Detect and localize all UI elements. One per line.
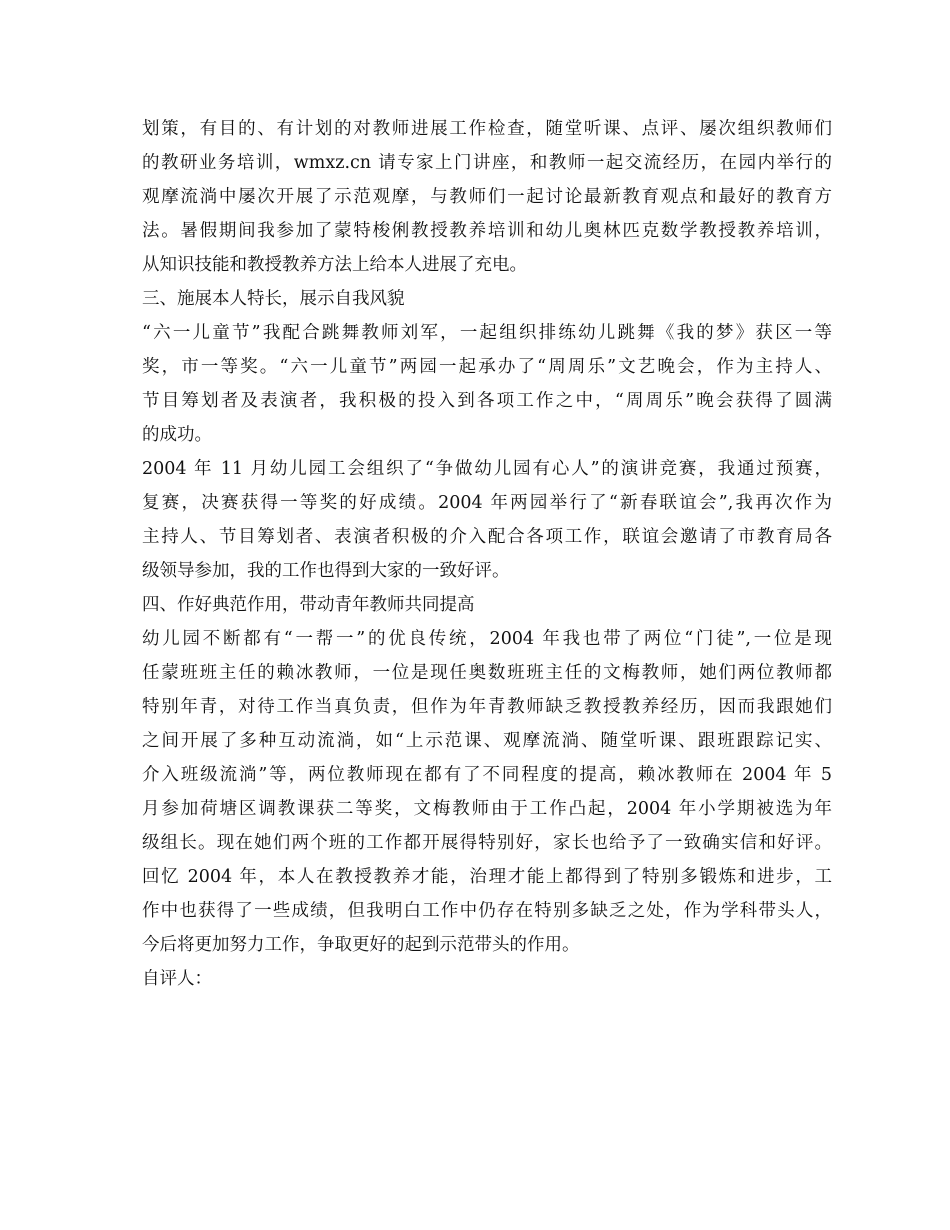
text-line: 节目筹划者及表演者，我积极的投入到各项工作之中，“周周乐”晚会获得了圆满 [142, 391, 832, 411]
text-line: 回忆 2004 年，本人在教授教养才能，治理才能上都得到了特别多锻炼和进步，工 [142, 867, 832, 887]
text-line: 复赛，决赛获得一等奖的好成绩。2004 年两园举行了“新春联谊会”,我再次作为 [142, 493, 832, 513]
text-line: 划策，有目的、有计划的对教师进展工作检查，随堂听课、点评、屡次组织教师们 [142, 119, 832, 139]
text-line: 月参加荷塘区调教课获二等奖，文梅教师由于工作凸起，2004 年小学期被选为年 [142, 799, 832, 819]
text-line: 特别年青，对待工作当真负责，但作为年青教师缺乏教授教养经历，因而我跟她们 [142, 697, 832, 717]
text-line: 主持人、节目筹划者、表演者积极的介入配合各项工作，联谊会邀请了市教育局各 [142, 527, 832, 547]
text-line: 幼儿园不断都有“一帮一”的优良传统，2004 年我也带了两位“门徒”,一位是现 [142, 629, 832, 649]
text-line: 奖，市一等奖。“六一儿童节”两园一起承办了“周周乐”文艺晚会，作为主持人、 [142, 357, 832, 377]
text-line: 之间开展了多种互动流淌，如“上示范课、观摩流淌、随堂听课、跟班跟踪记实、 [142, 731, 832, 751]
text-line: 的教研业务培训，wmxz.cn 请专家上门讲座，和教师一起交流经历，在园内举行的 [142, 153, 832, 173]
text-line: 2004 年 11 月幼儿园工会组织了“争做幼儿园有心人”的演讲竞赛，我通过预赛， [142, 459, 832, 479]
text-line: 的成功。 [142, 425, 212, 445]
text-line: 任蒙班班主任的赖冰教师，一位是现任奥数班班主任的文梅教师，她们两位教师都 [142, 663, 832, 683]
signature-label: 自评人： [142, 969, 212, 989]
section-heading: 四、作好典范作用，带动青年教师共同提高 [142, 595, 475, 615]
text-line: 介入班级流淌”等，两位教师现在都有了不同程度的提高，赖冰教师在 2004 年 5 [142, 765, 832, 785]
text-line: 作中也获得了一些成绩，但我明白工作中仍存在特别多缺乏之处，作为学科带头人， [142, 901, 832, 921]
text-line: 从知识技能和教授教养方法上给本人进展了充电。 [142, 255, 527, 275]
text-line: 法。暑假期间我参加了蒙特梭俐教授教养培训和幼儿奥林匹克数学教授教养培训， [142, 221, 832, 241]
text-line: 观摩流淌中屡次开展了示范观摩，与教师们一起讨论最新教育观点和最好的教育方 [142, 187, 832, 207]
text-line: 级组长。现在她们两个班的工作都开展得特别好，家长也给予了一致确实信和好评。 [142, 833, 832, 853]
document-body [142, 112, 832, 996]
text-line: 级领导参加，我的工作也得到大家的一致好评。 [142, 561, 510, 581]
text-line: “六一儿童节”我配合跳舞教师刘军，一起组织排练幼儿跳舞《我的梦》获区一等 [142, 323, 832, 343]
section-heading: 三、施展本人特长，展示自我风貌 [142, 289, 405, 309]
text-line: 今后将更加努力工作，争取更好的起到示范带头的作用。 [142, 935, 580, 955]
